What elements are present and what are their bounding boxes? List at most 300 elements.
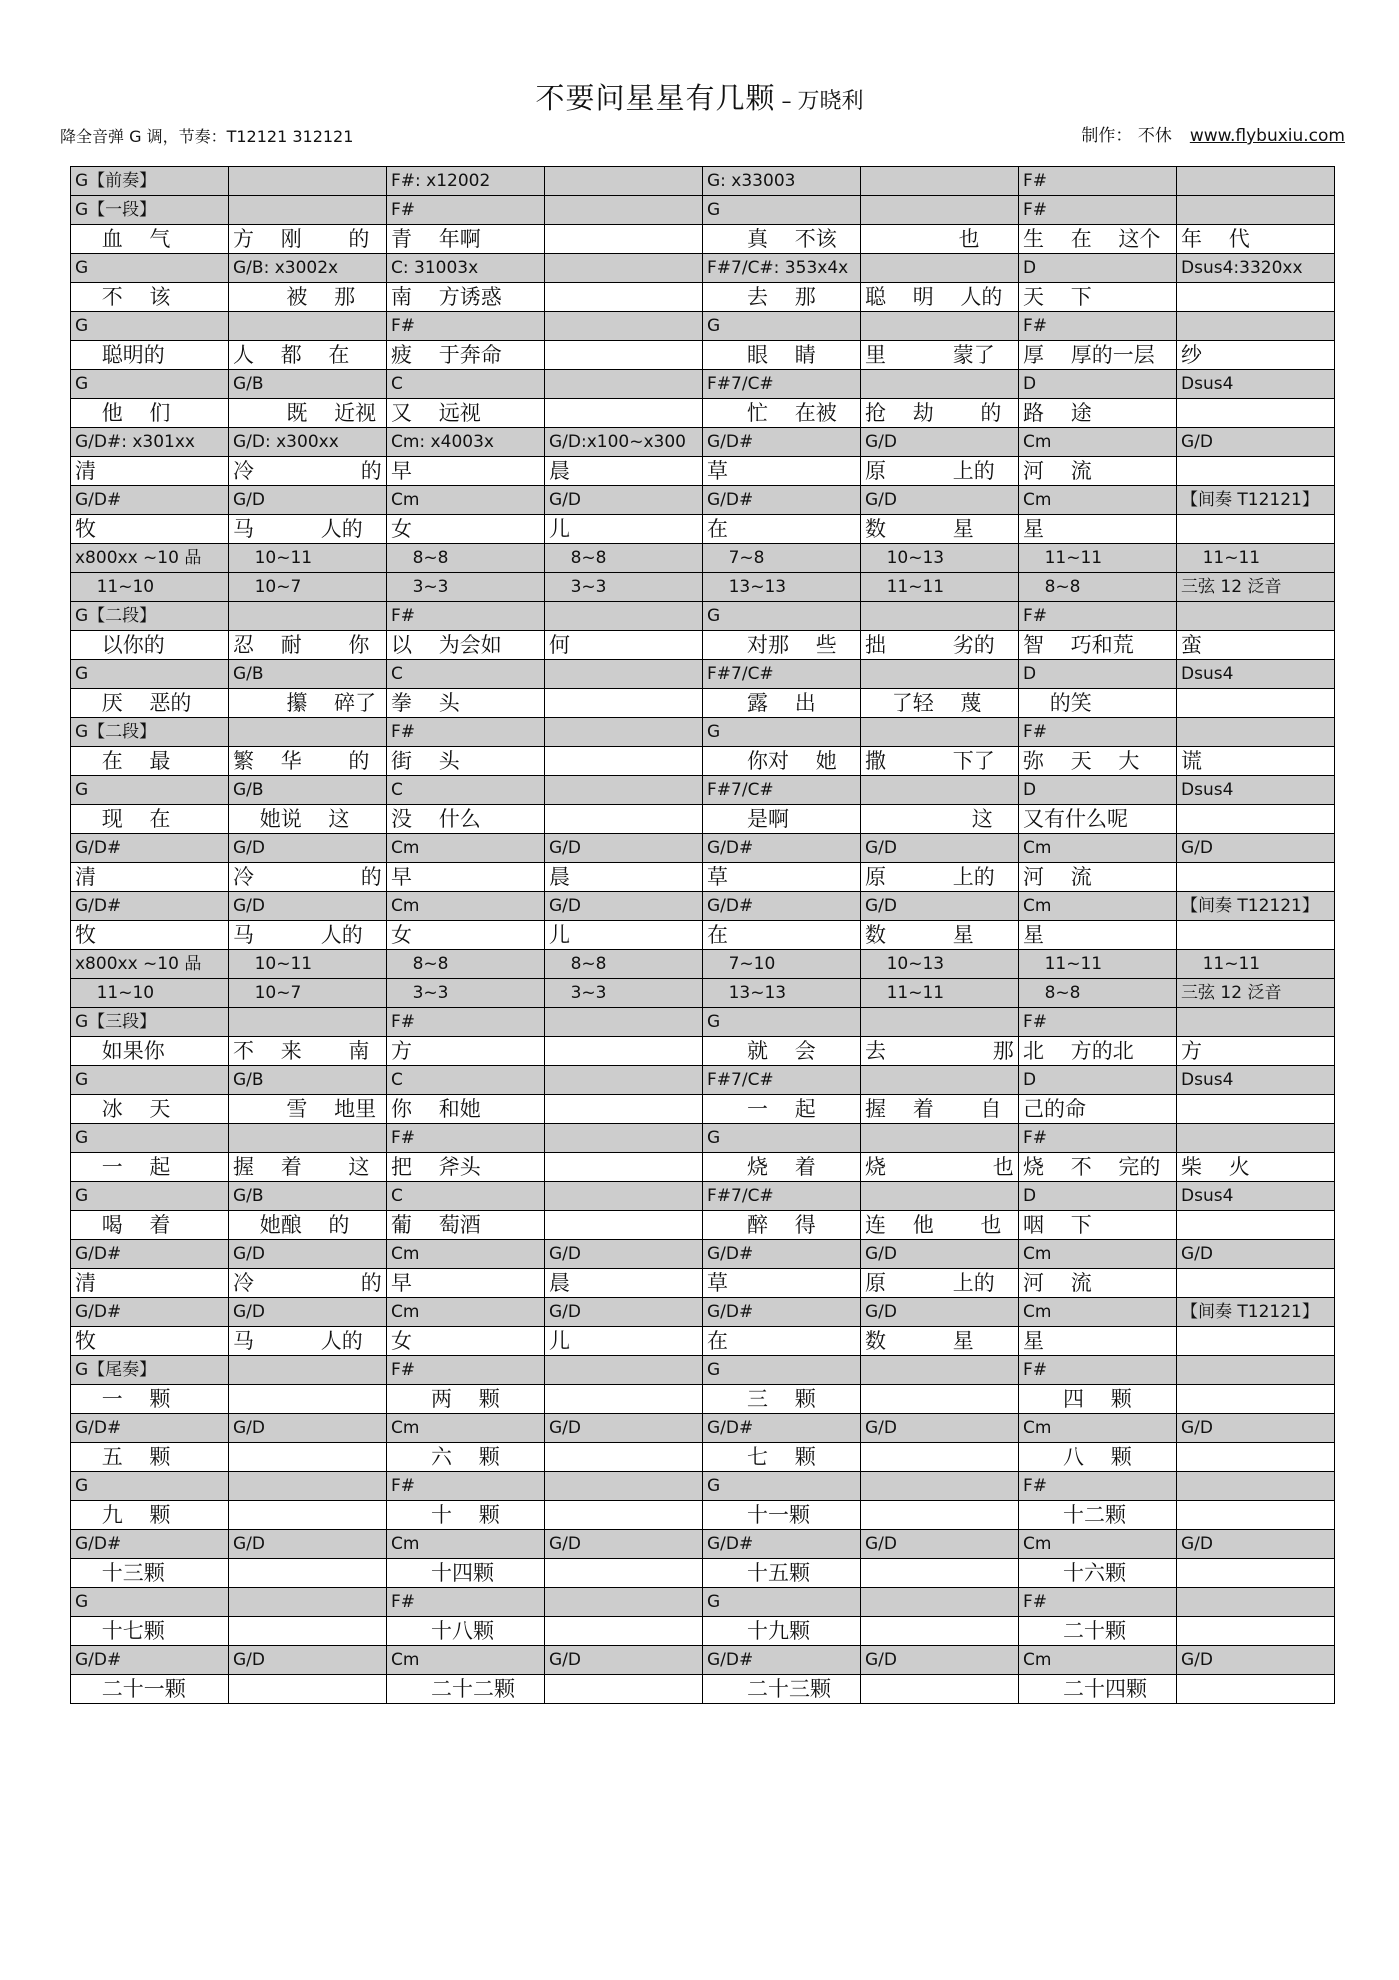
chord-cell: 【间奏 T12121】 — [1177, 892, 1335, 921]
lyric-cell: 五 颗 — [71, 1443, 229, 1472]
lyric-cell: 冷 的 — [229, 457, 387, 486]
lyric-cell: 清 — [71, 863, 229, 892]
chord-cell: F# — [387, 1124, 545, 1153]
chord-cell — [1177, 718, 1335, 747]
lyric-cell — [229, 1675, 387, 1704]
chord-cell: C — [387, 1182, 545, 1211]
chord-cell — [545, 370, 703, 399]
lyric-cell: 儿 — [545, 515, 703, 544]
lyric-cell: 她酿 的 — [229, 1211, 387, 1240]
chord-cell: 三弦 12 泛音 — [1177, 573, 1335, 602]
lyric-cell — [861, 1617, 1019, 1646]
lyric-cell: 河 流 — [1019, 1269, 1177, 1298]
lyric-cell — [545, 1385, 703, 1414]
chord-cell: G/D — [861, 1646, 1019, 1675]
chord-cell — [229, 167, 387, 196]
lyric-cell: 路 途 — [1019, 399, 1177, 428]
chord-row — [71, 892, 1335, 921]
chord-cell: 11~10 — [71, 573, 229, 602]
chord-row — [71, 1588, 1335, 1617]
chord-cell: 11~11 — [1177, 544, 1335, 573]
lyric-cell: 谎 — [1177, 747, 1335, 776]
chord-cell: x800xx ~10 品 — [71, 544, 229, 573]
chord-cell: x800xx ~10 品 — [71, 950, 229, 979]
chord-cell: G/B — [229, 1066, 387, 1095]
chord-cell — [229, 1124, 387, 1153]
lyric-cell — [861, 1501, 1019, 1530]
lyric-row — [71, 1443, 1335, 1472]
lyric-cell — [545, 225, 703, 254]
chord-cell: 8~8 — [1019, 979, 1177, 1008]
chord-cell: G/D — [861, 486, 1019, 515]
chord-cell: Cm — [1019, 428, 1177, 457]
chord-cell: G/D# — [71, 1414, 229, 1443]
lyric-row — [71, 805, 1335, 834]
lyric-cell: 疲 于奔命 — [387, 341, 545, 370]
lyric-cell: 牧 — [71, 515, 229, 544]
chord-cell: Cm — [1019, 892, 1177, 921]
chord-cell: G/D# — [71, 1646, 229, 1675]
lyric-cell: 握 着 这 — [229, 1153, 387, 1182]
chord-cell: F#7/C# — [703, 776, 861, 805]
chord-cell — [545, 1182, 703, 1211]
lyric-row — [71, 399, 1335, 428]
lyric-cell: 十九颗 — [703, 1617, 861, 1646]
chord-row — [71, 602, 1335, 631]
lyric-cell: 咽 下 — [1019, 1211, 1177, 1240]
chord-cell: 8~8 — [545, 544, 703, 573]
chord-cell — [1177, 1472, 1335, 1501]
chord-cell: 11~11 — [861, 979, 1019, 1008]
lyric-row — [71, 1037, 1335, 1066]
chord-cell: G/D# — [703, 1646, 861, 1675]
chord-cell: F# — [387, 1472, 545, 1501]
chord-cell: 11~10 — [71, 979, 229, 1008]
lyric-cell: 去 那 — [861, 1037, 1019, 1066]
chord-cell: G/D — [545, 892, 703, 921]
lyric-cell: 冰 天 — [71, 1095, 229, 1124]
chord-cell — [861, 1182, 1019, 1211]
lyric-cell: 眼 睛 — [703, 341, 861, 370]
lyric-cell — [545, 1559, 703, 1588]
lyric-cell: 烧 不 完的 — [1019, 1153, 1177, 1182]
lyric-cell: 喝 着 — [71, 1211, 229, 1240]
chord-cell: G/D — [1177, 428, 1335, 457]
chord-row — [71, 428, 1335, 457]
lyric-cell — [229, 1559, 387, 1588]
lyric-cell — [545, 341, 703, 370]
chord-cell: G/D# — [71, 1530, 229, 1559]
chord-cell: C — [387, 370, 545, 399]
lyric-row — [71, 1501, 1335, 1530]
chord-cell: G/D — [1177, 1530, 1335, 1559]
chord-cell: 3~3 — [387, 979, 545, 1008]
chord-cell: F# — [387, 1588, 545, 1617]
chord-cell: G/D# — [703, 1298, 861, 1327]
chord-cell: G/D — [229, 1646, 387, 1675]
lyric-cell — [545, 1675, 703, 1704]
lyric-cell — [1177, 1443, 1335, 1472]
lyric-cell: 二十三颗 — [703, 1675, 861, 1704]
lyric-cell: 攥 碎了 — [229, 689, 387, 718]
lyric-cell: 十七颗 — [71, 1617, 229, 1646]
chord-cell: 8~8 — [1019, 573, 1177, 602]
chord-cell: 10~7 — [229, 979, 387, 1008]
chord-cell — [1177, 1588, 1335, 1617]
chord-cell: Dsus4 — [1177, 776, 1335, 805]
chord-cell — [545, 718, 703, 747]
chord-cell — [1177, 196, 1335, 225]
lyric-cell: 撒 下了 — [861, 747, 1019, 776]
chord-cell: 3~3 — [387, 573, 545, 602]
chord-cell — [229, 1356, 387, 1385]
chord-cell: 10~7 — [229, 573, 387, 602]
lyric-cell: 河 流 — [1019, 863, 1177, 892]
chord-cell: G/D: x300xx — [229, 428, 387, 457]
chord-cell: F# — [1019, 1588, 1177, 1617]
lyric-cell: 二十颗 — [1019, 1617, 1177, 1646]
chord-row — [71, 254, 1335, 283]
lyric-cell: 早 — [387, 457, 545, 486]
lyric-cell: 冷 的 — [229, 863, 387, 892]
chord-cell: G — [703, 1008, 861, 1037]
chord-cell: F# — [1019, 1124, 1177, 1153]
lyric-cell: 十四颗 — [387, 1559, 545, 1588]
chord-row — [71, 1472, 1335, 1501]
lyric-cell: 聪明的 — [71, 341, 229, 370]
lyric-cell: 现 在 — [71, 805, 229, 834]
lyric-cell: 人 都 在 — [229, 341, 387, 370]
chord-cell — [1177, 1008, 1335, 1037]
chord-row — [71, 1298, 1335, 1327]
lyric-cell: 十五颗 — [703, 1559, 861, 1588]
chord-cell: C — [387, 660, 545, 689]
chord-row — [71, 1414, 1335, 1443]
lyric-cell: 十六颗 — [1019, 1559, 1177, 1588]
chord-cell: 3~3 — [545, 573, 703, 602]
chord-cell: D — [1019, 1066, 1177, 1095]
lyric-cell: 十三颗 — [71, 1559, 229, 1588]
lyric-cell — [229, 1443, 387, 1472]
chord-cell — [861, 1008, 1019, 1037]
chord-cell: C — [387, 1066, 545, 1095]
chord-cell — [1177, 1356, 1335, 1385]
lyric-cell — [545, 1037, 703, 1066]
chord-cell: G/D — [861, 892, 1019, 921]
chord-cell: G/D — [545, 1298, 703, 1327]
lyric-cell: 真 不该 — [703, 225, 861, 254]
lyric-cell: 何 — [545, 631, 703, 660]
lyric-cell — [1177, 805, 1335, 834]
lyric-row — [71, 515, 1335, 544]
lyric-cell — [1177, 1385, 1335, 1414]
lyric-cell: 女 — [387, 515, 545, 544]
chord-cell: G — [71, 1588, 229, 1617]
lyric-row — [71, 1153, 1335, 1182]
lyric-cell: 是啊 — [703, 805, 861, 834]
chord-cell — [545, 1472, 703, 1501]
chord-cell: G/D — [1177, 834, 1335, 863]
lyric-row — [71, 1675, 1335, 1704]
lyric-cell: 抢 劫 的 — [861, 399, 1019, 428]
chord-cell: G/D# — [71, 486, 229, 515]
lyric-cell: 十八颗 — [387, 1617, 545, 1646]
chord-cell: G/D — [861, 428, 1019, 457]
lyric-cell: 葡 萄酒 — [387, 1211, 545, 1240]
song-title: 不要问星星有几颗 — [535, 81, 776, 115]
chord-cell: 11~11 — [1019, 544, 1177, 573]
lyric-cell — [1177, 863, 1335, 892]
chord-cell: F# — [387, 602, 545, 631]
chord-cell: G【二段】 — [71, 718, 229, 747]
lyric-cell: 把 斧头 — [387, 1153, 545, 1182]
chord-cell: G/D — [229, 1414, 387, 1443]
chord-cell: G/D — [545, 1240, 703, 1269]
lyric-cell — [545, 1501, 703, 1530]
lyric-row — [71, 1385, 1335, 1414]
chord-sheet-table — [70, 166, 1335, 1704]
chord-cell: F# — [1019, 1472, 1177, 1501]
lyric-cell: 二十四颗 — [1019, 1675, 1177, 1704]
chord-row — [71, 979, 1335, 1008]
chord-cell: G【一段】 — [71, 196, 229, 225]
title-line — [0, 76, 1399, 117]
lyric-cell — [861, 1385, 1019, 1414]
lyric-cell: 在 最 — [71, 747, 229, 776]
lyric-cell — [1177, 457, 1335, 486]
chord-cell: G【前奏】 — [71, 167, 229, 196]
lyric-cell: 草 — [703, 1269, 861, 1298]
lyric-row — [71, 1095, 1335, 1124]
chord-cell: G/D#: x301xx — [71, 428, 229, 457]
website-link[interactable]: www.flybuxiu.com — [1189, 126, 1345, 146]
lyric-cell: 了轻 蔑 — [861, 689, 1019, 718]
chord-cell: G/D — [861, 1240, 1019, 1269]
chord-cell: F# — [1019, 167, 1177, 196]
lyric-cell — [545, 1211, 703, 1240]
chord-cell: G/D — [545, 834, 703, 863]
chord-cell: G/B — [229, 776, 387, 805]
chord-cell: G — [71, 1182, 229, 1211]
chord-cell: G/D — [229, 486, 387, 515]
chord-cell: F# — [1019, 602, 1177, 631]
chord-row — [71, 1356, 1335, 1385]
chord-cell: Cm — [387, 834, 545, 863]
lyric-cell: 厚 厚的一层 — [1019, 341, 1177, 370]
lyric-cell: 星 — [1019, 515, 1177, 544]
lyric-cell: 对那 些 — [703, 631, 861, 660]
chord-cell: 11~11 — [1177, 950, 1335, 979]
chord-cell: G/D# — [71, 834, 229, 863]
chord-cell: F#: x12002 — [387, 167, 545, 196]
chord-cell: G — [71, 660, 229, 689]
lyric-cell: 没 什么 — [387, 805, 545, 834]
chord-cell: 8~8 — [545, 950, 703, 979]
chord-cell: G/D — [229, 892, 387, 921]
chord-cell — [229, 1472, 387, 1501]
lyric-cell: 又 远视 — [387, 399, 545, 428]
chord-cell: G/D# — [71, 1240, 229, 1269]
lyric-cell: 马 人的 — [229, 515, 387, 544]
lyric-cell: 早 — [387, 863, 545, 892]
chord-cell — [545, 1008, 703, 1037]
chord-cell: G — [71, 776, 229, 805]
lyric-cell: 马 人的 — [229, 1327, 387, 1356]
chord-cell: Cm — [387, 1646, 545, 1675]
chord-cell: 【间奏 T12121】 — [1177, 486, 1335, 515]
chord-cell: 10~13 — [861, 950, 1019, 979]
chord-row — [71, 167, 1335, 196]
lyric-cell: 十 颗 — [387, 1501, 545, 1530]
lyric-cell: 以 为会如 — [387, 631, 545, 660]
lyric-cell: 星 — [1019, 1327, 1177, 1356]
lyric-cell: 繁 华 的 — [229, 747, 387, 776]
lyric-cell: 南 方诱惑 — [387, 283, 545, 312]
chord-cell: G/D — [1177, 1414, 1335, 1443]
chord-sheet-body — [71, 167, 1335, 1704]
chord-cell: 3~3 — [545, 979, 703, 1008]
chord-cell — [545, 1124, 703, 1153]
lyric-row — [71, 283, 1335, 312]
chord-cell — [861, 1588, 1019, 1617]
lyric-cell: 冷 的 — [229, 1269, 387, 1298]
chord-cell: G/D — [229, 1240, 387, 1269]
chord-row — [71, 776, 1335, 805]
chord-cell: Cm — [1019, 1298, 1177, 1327]
chord-cell: G/D — [861, 1414, 1019, 1443]
chord-cell: F# — [1019, 1356, 1177, 1385]
lyric-cell: 在 — [703, 515, 861, 544]
chord-cell — [861, 370, 1019, 399]
lyric-cell: 清 — [71, 457, 229, 486]
lyric-cell — [1177, 1559, 1335, 1588]
chord-cell: G — [703, 718, 861, 747]
chord-row — [71, 1646, 1335, 1675]
credit-label: 制作： 不休 — [1081, 126, 1172, 146]
chord-cell — [545, 602, 703, 631]
lyric-cell: 三 颗 — [703, 1385, 861, 1414]
lyric-cell: 也 — [861, 225, 1019, 254]
chord-cell: G/D# — [703, 486, 861, 515]
lyric-cell: 方 — [387, 1037, 545, 1066]
lyric-cell: 十一颗 — [703, 1501, 861, 1530]
chord-cell: Dsus4 — [1177, 1066, 1335, 1095]
lyric-row — [71, 341, 1335, 370]
chord-row — [71, 486, 1335, 515]
chord-cell: G — [71, 1124, 229, 1153]
chord-cell: Dsus4:3320xx — [1177, 254, 1335, 283]
lyric-cell — [861, 1559, 1019, 1588]
lyric-cell: 拙 劣的 — [861, 631, 1019, 660]
chord-row — [71, 312, 1335, 341]
lyric-cell — [545, 1095, 703, 1124]
lyric-cell: 烧 也 — [861, 1153, 1019, 1182]
chord-cell: G — [71, 312, 229, 341]
chord-row — [71, 573, 1335, 602]
lyric-cell: 晨 — [545, 457, 703, 486]
lyric-cell: 牧 — [71, 1327, 229, 1356]
lyric-cell — [545, 399, 703, 428]
chord-row — [71, 196, 1335, 225]
chord-cell: Dsus4 — [1177, 370, 1335, 399]
chord-cell — [1177, 602, 1335, 631]
chord-cell: 7~8 — [703, 544, 861, 573]
lyric-cell: 纱 — [1177, 341, 1335, 370]
chord-cell: G — [703, 196, 861, 225]
chord-cell: Cm — [1019, 1646, 1177, 1675]
chord-cell: F#7/C# — [703, 1182, 861, 1211]
lyric-row — [71, 863, 1335, 892]
lyric-cell — [861, 1675, 1019, 1704]
lyric-cell: 晨 — [545, 1269, 703, 1298]
chord-cell — [545, 776, 703, 805]
chord-row — [71, 950, 1335, 979]
chord-cell — [861, 312, 1019, 341]
lyric-cell — [1177, 1327, 1335, 1356]
chord-cell: G/B: x3002x — [229, 254, 387, 283]
chord-cell: C — [387, 776, 545, 805]
lyric-cell: 方 刚 的 — [229, 225, 387, 254]
chord-cell — [1177, 1124, 1335, 1153]
lyric-cell: 醉 得 — [703, 1211, 861, 1240]
chord-row — [71, 718, 1335, 747]
lyric-cell: 六 颗 — [387, 1443, 545, 1472]
lyric-cell: 女 — [387, 1327, 545, 1356]
lyric-row — [71, 1559, 1335, 1588]
lyric-cell: 七 颗 — [703, 1443, 861, 1472]
chord-cell — [861, 718, 1019, 747]
lyric-cell: 年 代 — [1177, 225, 1335, 254]
chord-row — [71, 834, 1335, 863]
chord-cell: G/D# — [703, 1530, 861, 1559]
lyric-cell: 早 — [387, 1269, 545, 1298]
lyric-cell: 你对 她 — [703, 747, 861, 776]
lyric-cell: 在 — [703, 1327, 861, 1356]
lyric-cell: 既 近视 — [229, 399, 387, 428]
chord-cell: G — [703, 312, 861, 341]
chord-row — [71, 1008, 1335, 1037]
chord-cell: Cm — [387, 1298, 545, 1327]
chord-cell: 10~11 — [229, 544, 387, 573]
chord-cell — [545, 1356, 703, 1385]
lyric-cell: 十二颗 — [1019, 1501, 1177, 1530]
lyric-cell: 草 — [703, 863, 861, 892]
lyric-cell: 二十一颗 — [71, 1675, 229, 1704]
lyric-cell: 清 — [71, 1269, 229, 1298]
chord-cell: G — [703, 1472, 861, 1501]
chord-cell: F#7/C#: 353x4x — [703, 254, 861, 283]
lyric-cell — [1177, 1675, 1335, 1704]
lyric-cell: 草 — [703, 457, 861, 486]
lyric-cell: 八 颗 — [1019, 1443, 1177, 1472]
lyric-cell: 她说 这 — [229, 805, 387, 834]
lyric-cell — [545, 1617, 703, 1646]
lyric-cell: 原 上的 — [861, 1269, 1019, 1298]
chord-cell — [861, 1356, 1019, 1385]
artist-name: 万晓利 — [797, 89, 864, 114]
lyric-cell: 星 — [1019, 921, 1177, 950]
chord-cell: Cm — [1019, 486, 1177, 515]
chord-cell: Cm — [387, 1414, 545, 1443]
chord-cell — [545, 167, 703, 196]
chord-cell: G/D — [1177, 1240, 1335, 1269]
lyric-cell: 去 那 — [703, 283, 861, 312]
chord-cell: G/D — [545, 1414, 703, 1443]
lyric-cell: 厌 恶的 — [71, 689, 229, 718]
chord-cell — [545, 196, 703, 225]
lyric-cell: 就 会 — [703, 1037, 861, 1066]
chord-cell — [861, 196, 1019, 225]
